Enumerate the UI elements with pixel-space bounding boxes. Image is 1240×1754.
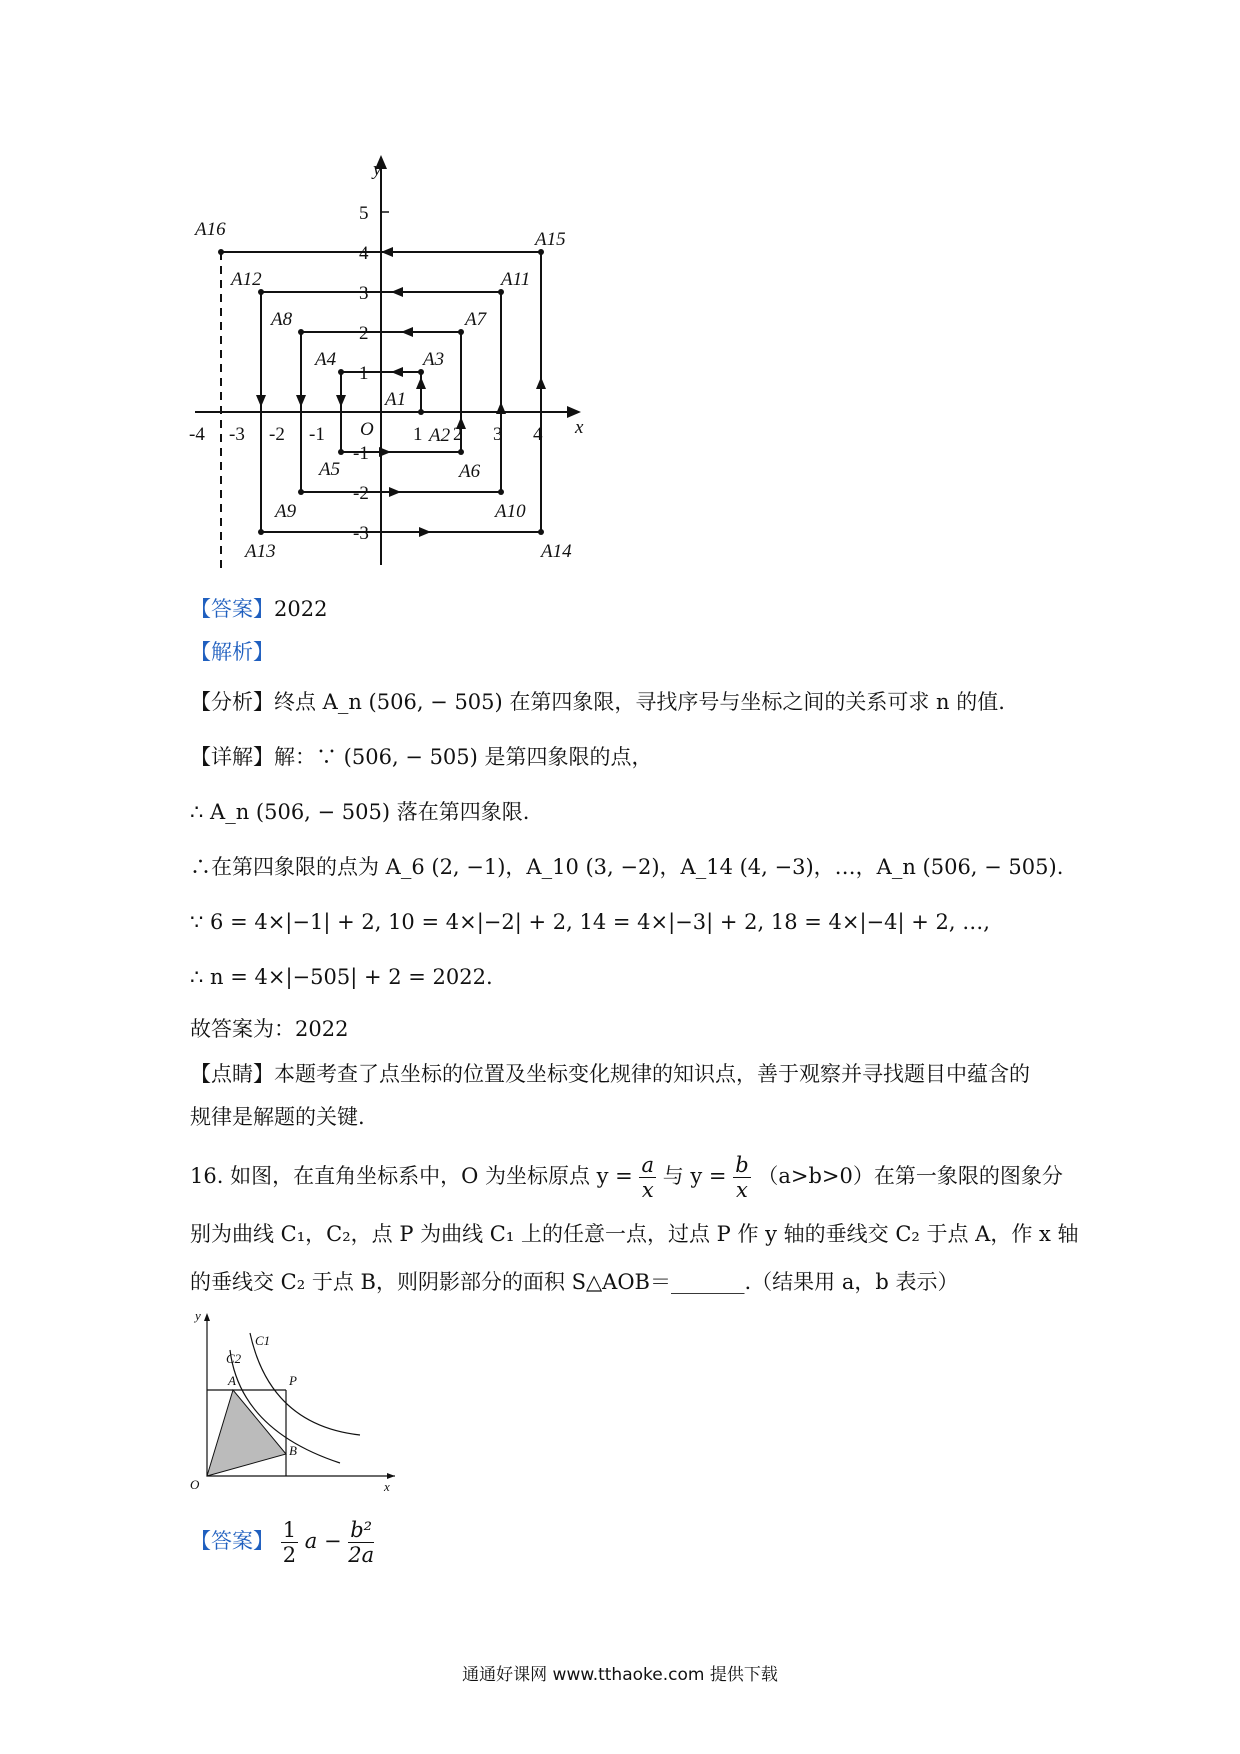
fraction-b-over-x — [733, 1153, 750, 1202]
point-label: A7 — [465, 309, 487, 330]
point-label: A14 — [541, 541, 572, 562]
point-label: A16 — [195, 219, 226, 240]
x-tick: -3 — [229, 424, 245, 445]
step-1: ∴ A_n (506, − 505) 落在第四象限. — [190, 800, 530, 824]
point-label: A6 — [459, 461, 481, 482]
y-tick: -2 — [353, 483, 369, 504]
x-tick: 2 — [453, 424, 463, 445]
fig2-label: B — [289, 1443, 297, 1458]
answer-value: 2022 — [274, 597, 328, 621]
fig2-label: P — [289, 1373, 297, 1388]
xiangjie-text: 解：∵ (506, − 505) 是第四象限的点， — [274, 745, 653, 769]
fig2-label: A — [228, 1373, 236, 1388]
q16-text-b: 与 y = — [662, 1164, 727, 1188]
answer2-tag: 【答案】 — [190, 1529, 274, 1553]
origin-label: O — [360, 419, 374, 440]
point-label: A2 — [429, 425, 451, 446]
point-label: A1 — [385, 389, 407, 410]
q16-line-2: 别为曲线 C₁，C₂，点 P 为曲线 C₁ 上的任意一点，过点 P 作 y 轴的垂线交 C₂ 于点 A，作 x 轴 — [190, 1222, 1079, 1246]
point-label: A10 — [495, 501, 526, 522]
x-tick: 4 — [533, 424, 543, 445]
point-label: A3 — [423, 349, 445, 370]
frac-den: 2 — [282, 1543, 297, 1567]
fraction-b2-over-2a — [348, 1518, 374, 1567]
fig2-label: O — [190, 1477, 200, 1492]
x-tick: -1 — [309, 424, 325, 445]
step-2: ∴在第四象限的点为 A_6 (2, −1)，A_10 (3, −2)，A_14 (4, −3)，…，A_n (506, − 505). — [190, 855, 1064, 879]
fraction-a-over-x — [639, 1153, 656, 1202]
point-label: A15 — [535, 229, 566, 250]
y-tick: -3 — [353, 523, 369, 544]
x-axis-label: x — [575, 417, 584, 438]
point-label: A11 — [501, 269, 531, 290]
point-label: A12 — [231, 269, 262, 290]
xiangjie-line — [190, 743, 653, 771]
y-tick: 5 — [359, 203, 369, 224]
x-tick: -2 — [269, 424, 285, 445]
answer-tag: 【答案】 — [190, 597, 274, 621]
answer-line — [190, 595, 327, 623]
frac-num: a — [641, 1153, 654, 1177]
fig2-label: C2 — [226, 1351, 242, 1366]
q16-text-a: 16. 如图，在直角坐标系中，O 为坐标原点 y = — [190, 1164, 633, 1188]
step-3: ∵ 6 = 4×|−1| + 2, 10 = 4×|−2| + 2, 14 = 4×|−3| + 2, 18 = 4×|−4| + 2, …, — [190, 910, 990, 934]
spiral-coordinate-figure — [189, 155, 605, 575]
answer2-line — [190, 1515, 374, 1567]
x-tick: 1 — [413, 424, 423, 445]
xiangjie-tag: 【详解】 — [190, 745, 274, 769]
point-label: A13 — [245, 541, 276, 562]
frac-den: x — [641, 1178, 654, 1202]
step-4: ∴ n = 4×|−505| + 2 = 2022. — [190, 965, 493, 989]
x-tick: 3 — [493, 424, 503, 445]
fenxi-line — [190, 688, 1005, 716]
fraction-one-half — [281, 1518, 298, 1567]
y-axis-label: y — [373, 159, 382, 180]
fig2-label: C1 — [255, 1333, 271, 1348]
analysis-tag: 【解析】 — [190, 640, 274, 664]
dianjing-line-1 — [190, 1060, 1030, 1088]
dianjing-text-1: 本题考查了点坐标的位置及坐标变化规律的知识点，善于观察并寻找题目中蕴含的 — [274, 1062, 1030, 1086]
q16-line-1 — [190, 1152, 1063, 1202]
point-label: A4 — [315, 349, 337, 370]
q16-text-c: （a>b>0）在第一象限的图象分 — [757, 1164, 1063, 1188]
point-label: A8 — [271, 309, 293, 330]
analysis-heading — [190, 638, 274, 666]
conclusion: 故答案为：2022 — [190, 1017, 349, 1041]
page-footer: 通通好课网 www.tthaoke.com 提供下载 — [462, 1665, 778, 1685]
x-tick: -4 — [189, 424, 205, 445]
fenxi-text: 终点 A_n (506, − 505) 在第四象限，寻找序号与坐标之间的关系可求 n 的值. — [274, 690, 1005, 714]
point-label: A9 — [275, 501, 297, 522]
dianjing-tag: 【点睛】 — [190, 1062, 274, 1086]
y-tick: 1 — [359, 363, 369, 384]
y-tick: -1 — [353, 443, 369, 464]
q16-line-3: 的垂线交 C₂ 于点 B，则阴影部分的面积 S△AOB＝_______.（结果用 a，b 表示） — [190, 1270, 959, 1294]
hyperbola-figure — [190, 1305, 400, 1495]
frac-num: b² — [348, 1518, 374, 1543]
point-label: A5 — [319, 459, 341, 480]
y-tick: 2 — [359, 323, 369, 344]
y-tick: 3 — [359, 283, 369, 304]
frac-den: 2a — [348, 1543, 375, 1567]
fig2-label: x — [384, 1479, 390, 1494]
fenxi-tag: 【分析】 — [190, 690, 274, 714]
answer2-mid: a − — [304, 1529, 342, 1553]
frac-den: x — [735, 1178, 748, 1202]
fig2-label: y — [195, 1308, 201, 1323]
frac-num: b — [735, 1153, 749, 1177]
dianjing-line-2: 规律是解题的关键. — [190, 1105, 365, 1129]
frac-num: 1 — [282, 1518, 297, 1542]
y-tick: 4 — [359, 243, 369, 264]
